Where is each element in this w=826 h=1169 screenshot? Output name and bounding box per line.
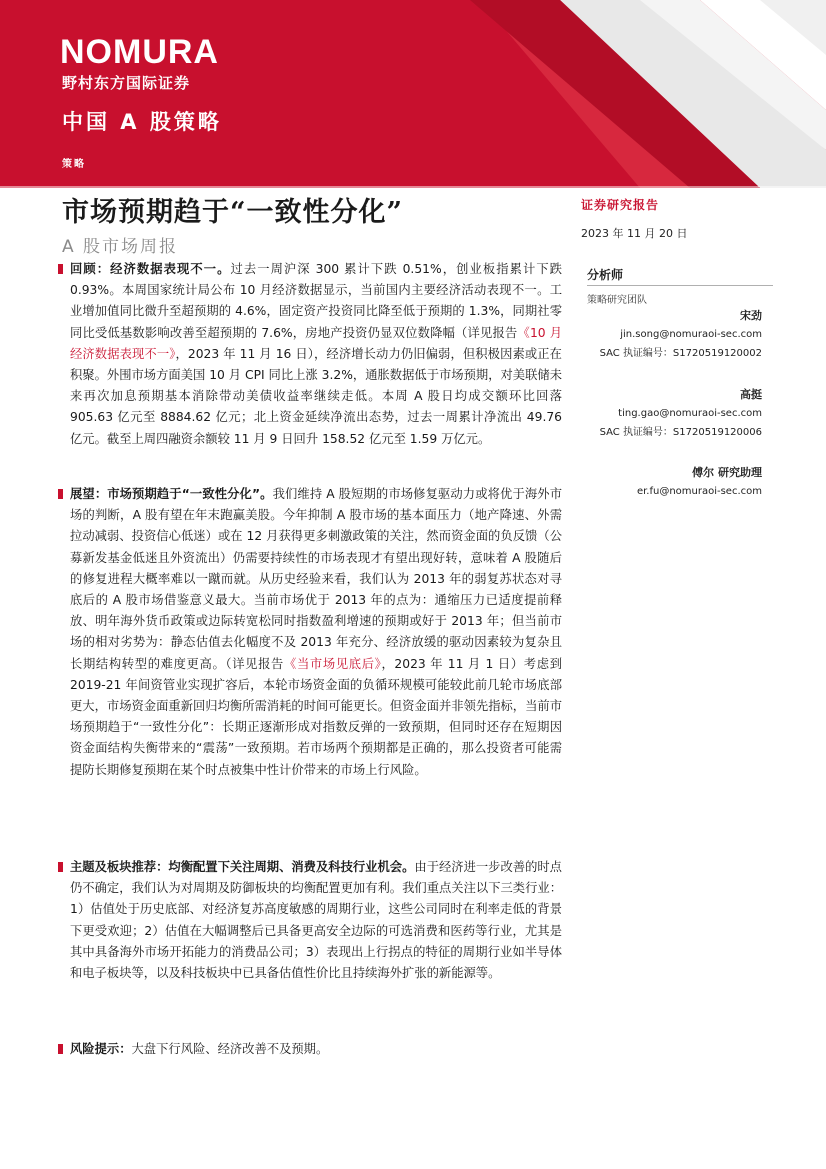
report-link[interactable]: 《当市场见底后》 [284,656,382,671]
analyst-name: 宋劲 [740,309,762,322]
header-banner [0,0,826,188]
report-link[interactable]: 《10 月经济数据表现不一》 [70,325,562,361]
section-outlook [70,484,562,781]
section-recommendation [70,857,562,984]
analyst-name: 高挺 [740,388,762,401]
page-subtitle: A 股市场周报 [62,237,179,257]
section-lead: 展望：市场预期趋于“一致性分化”。 [70,487,273,501]
section-review [70,259,562,450]
section-lead: 主题及板块推荐：均衡配置下关注周期、消费及科技行业机会。 [70,860,415,874]
report-date: 2023 年 11 月 20 日 [581,227,688,240]
analyst-sac-id: SAC 执证编号：S1720519120002 [599,348,762,359]
section-text: 大盘下行风险、经济改善不及预期。 [131,1042,329,1056]
analyst-sac-id: SAC 执证编号：S1720519120006 [599,427,762,438]
analyst-header: 分析师 [587,268,624,282]
report-type: 证券研究报告 [581,198,660,212]
bullet-marker [58,862,63,872]
section-text: 过去一周沪深 300 累计下跌 0.51%，创业板指累计下跌 0.93%。本周国家统计局公布 10 月经济数据显示，当前国内主要经济活动表现不一。工业增加值同比微升至超预期的 4.6%，固定资产投资同比降至低于预期的 1.3%，同期社零同比受低基数影响改善至超预期的 7.6%，房地产投资仍显双位数降幅（详见报告 [70,262,562,340]
analyst-email[interactable]: jin.song@nomuraoi-sec.com [620,329,762,340]
section-text: ，2023 年 11 月 1 日）考虑到 2019-21 年间资管业实现扩容后，本轮市场资金面的负循环规模可能较此前几轮市场底部更大，市场资金面重新回归均衡所需消耗的时间可能更长。但资金面并非领先指标，当前市场预期趋于“一致性分化”：长期正逐渐形成对指数反弹的一致预期，但同时还存在短期因资金面结构失衡带来的“震荡”一致预期。若市场两个预期都是正确的，那么投资者可能需提防长期修复预期在某个时点被集中性计价带来的市场上行风险。 [70,656,562,777]
analyst-card [587,306,762,363]
section-text: 我们维持 A 股短期的市场修复驱动力或将优于海外市场的判断，A 股有望在年末跑赢美股。今年抑制 A 股市场的基本面压力（地产降速、外需拉动减弱、投资信心低迷）或在 12 月获得更多刺激政策的关注，然而资金面的负反馈（公募新发基金低迷且外资流出）仍需要持续性的市场表现才有望出现好转，意味着 A 股随后的修复进程大概率难以一蹴而就。从历史经验来看，我们认为 2013 年的弱复苏状态对寻底后的 A 股市场借鉴意义最大。当前市场优于 2013 年的点为：通缩压力已适度提前释放、明年海外货币政策或边际转宽松同时指数盈利增速的预期或好于 2013 年；但当前市场的相对劣势为：静态估值去化幅度不及 2013 年充分、经济放缓的驱动因素较为复杂且长期结构转型的难度更高。（详见报告 [70,487,562,671]
section-lead: 风险提示： [70,1042,132,1056]
banner-graphic [0,0,826,188]
bullet-marker [58,489,63,499]
analyst-name: 傅尔 研究助理 [692,466,762,479]
report-series-title: 中国 A 股策略 [62,110,222,134]
bullet-marker [58,1044,63,1054]
section-risk [70,1039,562,1060]
section-lead: 回顾：经济数据表现不一。 [70,262,231,276]
analyst-card [587,385,762,442]
analyst-email[interactable]: ting.gao@nomuraoi-sec.com [618,408,762,419]
analyst-card [587,463,762,501]
report-category: 策略 [62,159,86,170]
logo-chinese-name: 野村东方国际证券 [62,74,191,92]
nomura-logo: NOMURA [60,33,219,71]
analyst-email[interactable]: er.fu@nomuraoi-sec.com [636,486,762,497]
analyst-team: 策略研究团队 [587,295,647,306]
section-text: 由于经济进一步改善的时点仍不确定，我们认为对周期及防御板块的均衡配置更加有利。我们重点关注以下三类行业：1）估值处于历史底部、对经济复苏高度敏感的周期行业，这些公司同时在利率走低的背景下更受欢迎；2）估值在大幅调整后已具备更高安全边际的可选消费和医药等行业，尤其是其中具备海外市场开拓能力的消费品公司；3）表现出上行拐点的特征的周期行业如半导体和电子板块等，以及科技板块中已具备估值性价比且持续海外扩张的新能源等。 [70,860,562,981]
section-text: ，2023 年 11 月 16 日），经济增长动力仍旧偏弱，但积极因素或正在积聚。外围市场方面美国 10 月 CPI 同比上涨 3.2%，通胀数据低于市场预期，对美联储未来再次加息预期基本消除带动美债收益率继续走低。本周 A 股日均成交额环比回落 905.63 亿元至 8884.62 亿元；北上资金延续净流出态势，过去一周累计净流出 49.76 亿元。截至上周四融资余额较 11 月 9 日回升 158.52 亿元至 1.59 万亿元。 [70,346,562,446]
bullet-marker [58,264,63,274]
analyst-divider [587,285,773,286]
page-title: 市场预期趋于“一致性分化” [62,197,404,228]
